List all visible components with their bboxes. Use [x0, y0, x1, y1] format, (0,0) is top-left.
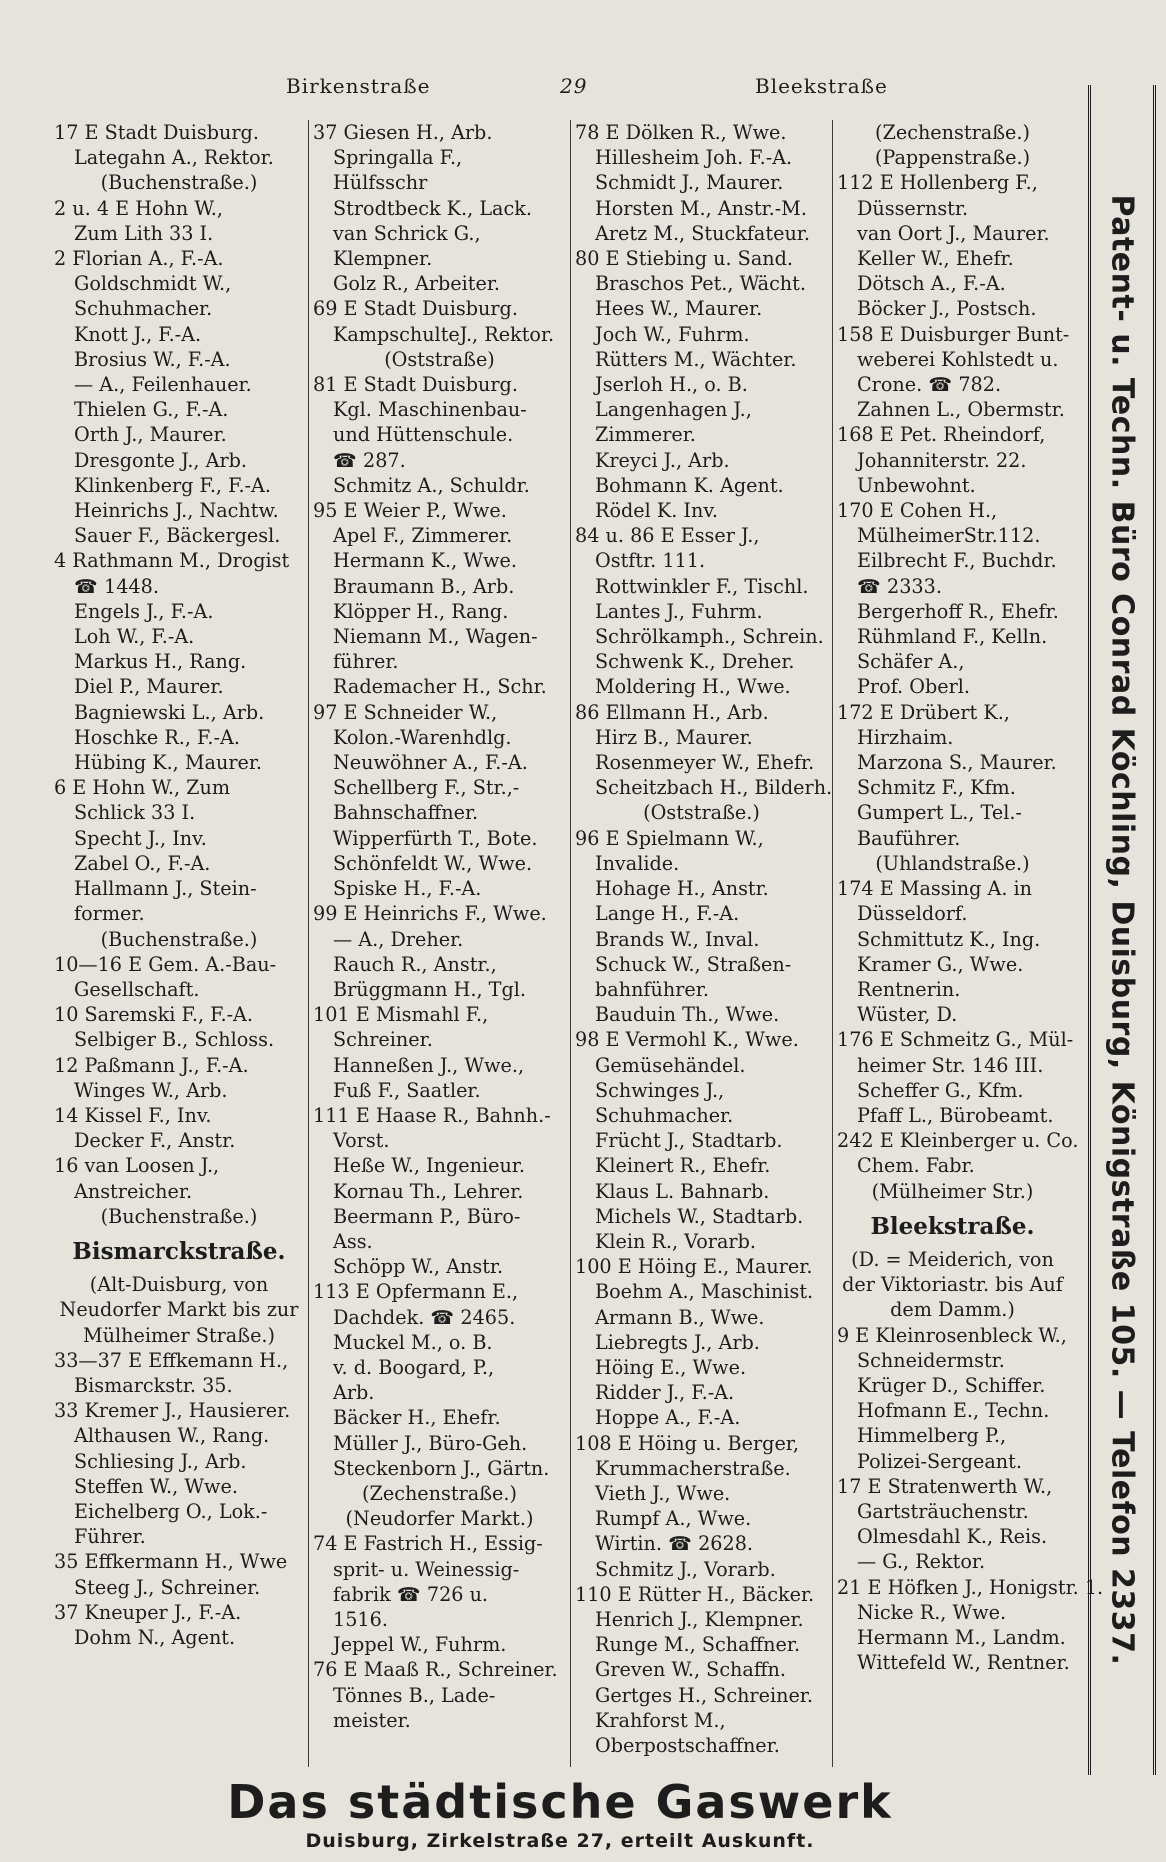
directory-entry: bahnführer. [595, 977, 709, 1001]
directory-entry: Engels J., F.-A. [74, 599, 214, 623]
directory-entry: Bergerhoff R., Ehefr. [857, 599, 1059, 623]
directory-entry: Krummacherstraße. [595, 1456, 791, 1480]
directory-entry: Hermann M., Landm. [857, 1625, 1066, 1649]
directory-entry: Goldschmidt W., [74, 272, 232, 296]
directory-entry: 21 E Höfken J., Honigstr. 1. [837, 1575, 1104, 1599]
directory-entry: Hübing K., Maurer. [74, 751, 263, 775]
cross-street-note: (Zechenstraße.) [362, 1481, 517, 1505]
directory-entry: 176 E Schmeitz G., Mül- [837, 1028, 1074, 1052]
directory-entry: Brosius W., F.-A. [74, 347, 231, 371]
directory-entry: Crone. ☎ 782. [857, 373, 1002, 397]
directory-entry: Schmittutz K., Ing. [857, 927, 1041, 951]
directory-entry: 108 E Höing u. Berger, [575, 1431, 799, 1455]
directory-entry: Eilbrecht F., Buchdr. [857, 549, 1057, 573]
directory-entry: Michels W., Stadtarb. [595, 1204, 804, 1228]
directory-entry: Krahforst M., [595, 1708, 726, 1732]
directory-entry: — G., Rektor. [857, 1550, 986, 1574]
column-3 [570, 120, 832, 1767]
directory-entry: Niemann M., Wagen- [333, 625, 538, 649]
directory-entry: Hermann K., Wwe. [333, 549, 517, 573]
directory-entry: 74 E Fastrich H., Essig- [313, 1532, 543, 1556]
directory-entry: Bagniewski L., Arb. [74, 700, 265, 724]
directory-entry: 111 E Haase R., Bahnh.- [313, 1103, 551, 1127]
cross-street-note: (Buchenstraße.) [100, 171, 258, 195]
directory-entry: Gartsträuchenstr. [857, 1499, 1029, 1523]
cross-street-note: (Neudorfer Markt.) [345, 1507, 534, 1531]
directory-entry: 33 Kremer J., Hausierer. [54, 1399, 291, 1423]
directory-entry: Schellberg F., Str.,- [333, 776, 520, 800]
directory-entry: Klöpper H., Rang. [333, 599, 509, 623]
directory-entry: Wipperfürth T., Bote. [333, 826, 538, 850]
directory-entry: Henrich J., Klempner. [595, 1607, 804, 1631]
directory-entry: Liebregts J., Arb. [595, 1330, 760, 1354]
directory-entry: Hofmann E., Techn. [857, 1399, 1050, 1423]
side-advertisement-text: Patent- u. Techn. Büro Conrad Köchling, Duisburg, Königstraße 105. — Telefon 2337. [1104, 194, 1140, 1666]
directory-entry: Steffen W., Wwe. [74, 1474, 238, 1498]
directory-entry: Diel P., Maurer. [74, 675, 224, 699]
directory-entry: Kleinert R., Ehefr. [595, 1154, 771, 1178]
directory-entry: Schwenk K., Dreher. [595, 650, 795, 674]
directory-entry: Vorst. [333, 1129, 390, 1153]
directory-entry: 96 E Spielmann W., [575, 826, 764, 850]
directory-entry: 69 E Stadt Duisburg. [313, 297, 518, 321]
directory-entry: Muckel M., o. B. [333, 1330, 493, 1354]
directory-entry: Anstreicher. [74, 1179, 193, 1203]
directory-entry: 33—37 E Effkemann H., [54, 1348, 289, 1372]
running-head [50, 74, 1070, 104]
cross-street-note: (Oststraße) [384, 347, 495, 371]
directory-entry: Klinkenberg F., F.-A. [74, 473, 271, 497]
directory-entry: Kreyci J., Arb. [595, 448, 730, 472]
directory-entry: Hanneßen J., Wwe., [333, 1053, 525, 1077]
directory-entry: 170 E Cohen H., [837, 499, 998, 523]
directory-entry: Gemüsehändel. [595, 1053, 746, 1077]
directory-entry: Bäcker H., Ehefr. [333, 1406, 501, 1430]
directory-entry: Düssernstr. [857, 196, 969, 220]
directory-entry: Klein R., Vorarb. [595, 1229, 756, 1253]
directory-entry: Greven W., Schaffn. [595, 1658, 786, 1682]
directory-entry: 1516. [333, 1607, 388, 1631]
directory-entry: Frücht J., Stadtarb. [595, 1129, 783, 1153]
directory-entry: 12 Paßmann J., F.-A. [54, 1053, 249, 1077]
cross-street-note: (Buchenstraße.) [100, 927, 258, 951]
directory-entry: und Hüttenschule. [333, 423, 514, 447]
directory-entry: 86 Ellmann H., Arb. [575, 700, 769, 724]
directory-entry: Ass. [333, 1229, 373, 1253]
directory-entry: Schreiner. [333, 1028, 433, 1052]
directory-entry: 174 E Massing A. in [837, 877, 1033, 901]
directory-entry: Jeppel W., Fuhrm. [333, 1633, 507, 1657]
directory-entry: Pfaff L., Bürobeamt. [857, 1103, 1054, 1127]
directory-entry: Müller J., Büro-Geh. [333, 1431, 528, 1455]
directory-entry: Vieth J., Wwe. [595, 1481, 731, 1505]
directory-entry: former. [74, 902, 145, 926]
directory-entry: 10—16 E Gem. A.-Bau- [54, 952, 277, 976]
side-advertisement [1088, 85, 1156, 1775]
directory-entry: Thielen G., F.-A. [74, 398, 229, 422]
column-1 [50, 120, 308, 1767]
directory-entry: 112 E Hollenberg F., [837, 171, 1038, 195]
directory-entry: 9 E Kleinrosenbleck W., [837, 1323, 1067, 1347]
directory-entry: Dresgonte J., Arb. [74, 448, 248, 472]
cross-street-note: (Uhlandstraße.) [875, 851, 1030, 875]
directory-entry: Schmitz J., Vorarb. [595, 1557, 776, 1581]
directory-entry: Zabel O., F.-A. [74, 851, 211, 875]
directory-entry: führer. [333, 650, 399, 674]
directory-entry: van Oort J., Maurer. [857, 221, 1050, 245]
cross-street-note: (Mülheimer Str.) [871, 1179, 1034, 1203]
directory-entry: Führer. [74, 1525, 146, 1549]
directory-entry: Eichelberg O., Lok.- [74, 1499, 268, 1523]
directory-entry: ☎ 287. [333, 448, 406, 472]
directory-entry: 10 Saremski F., F.-A. [54, 1003, 254, 1027]
directory-entry: Beermann P., Büro- [333, 1204, 521, 1228]
directory-entry: Hillesheim Joh. F.-A. [595, 146, 793, 170]
directory-entry: 14 Kissel F., Inv. [54, 1103, 212, 1127]
directory-entry: 113 E Opfermann E., [313, 1280, 519, 1304]
directory-entry: Krüger D., Schiffer. [857, 1373, 1046, 1397]
directory-entry: Rödel K. Inv. [595, 499, 719, 523]
directory-entry: Ridder J., F.-A. [595, 1381, 735, 1405]
directory-entry: Wirtin. ☎ 2628. [595, 1532, 754, 1556]
directory-entry: 84 u. 86 E Esser J., [575, 524, 760, 548]
directory-entry: Invalide. [595, 851, 680, 875]
directory-entry: 17 E Stadt Duisburg. [54, 121, 259, 144]
directory-entry: Ostftr. 111. [595, 549, 706, 573]
directory-entry: Armann B., Wwe. [595, 1305, 765, 1329]
directory-entry: Rühmland F., Kelln. [857, 625, 1048, 649]
column-2 [308, 120, 570, 1767]
directory-entry: Rosenmeyer W., Ehefr. [595, 751, 815, 775]
directory-entry: Decker F., Anstr. [74, 1129, 236, 1153]
directory-entry: Moldering H., Wwe. [595, 675, 791, 699]
directory-entry: Marzona S., Maurer. [857, 751, 1057, 775]
cross-street-note: (Alt-Duisburg, von Neudorfer Markt bis zur Mülheimer Straße.) [59, 1273, 299, 1347]
directory-entry: 35 Effkermann H., Wwe [54, 1550, 288, 1574]
directory-entry: 37 Kneuper J., F.-A. [54, 1600, 242, 1624]
directory-entry: Braschos Pet., Wächt. [595, 272, 806, 296]
directory-entry: Schöpp W., Anstr. [333, 1255, 504, 1279]
directory-entry: Jserloh H., o. B. [595, 373, 748, 397]
directory-entry: MülheimerStr.112. [857, 524, 1041, 548]
directory-entry: 97 E Schneider W., [313, 700, 498, 724]
directory-entry: 101 E Mismahl F., [313, 1003, 489, 1027]
directory-entry: Johanniterstr. 22. [857, 448, 1027, 472]
directory-entry: Dohm N., Agent. [74, 1625, 236, 1649]
directory-entry: Bohmann K. Agent. [595, 473, 784, 497]
directory-entry: 76 E Maaß R., Schreiner. [313, 1658, 558, 1682]
header-left-street: Birkenstraße [286, 74, 431, 98]
directory-entry: 78 E Dölken R., Wwe. [575, 121, 787, 144]
directory-entry: 168 E Pet. Rheindorf, [837, 423, 1046, 447]
directory-entry: 2 u. 4 E Hohn W., [54, 196, 223, 220]
directory-entry: Brands W., Inval. [595, 927, 760, 951]
directory-entry: Schuck W., Straßen- [595, 952, 792, 976]
directory-entry: Hees W., Maurer. [595, 297, 763, 321]
directory-entry: KampschulteJ., Rektor. [333, 322, 555, 346]
directory-entry: 6 E Hohn W., Zum [54, 776, 231, 800]
header-right-street: Bleekstraße [755, 74, 888, 98]
directory-entry: 242 E Kleinberger u. Co. [837, 1129, 1079, 1153]
directory-entry: Höing E., Wwe. [595, 1355, 747, 1379]
directory-columns [50, 120, 1104, 1767]
directory-entry: meister. [333, 1708, 411, 1732]
directory-entry: Rütters M., Wächter. [595, 347, 797, 371]
directory-entry: Bahnschaffner. [333, 801, 479, 825]
directory-entry: Himmelberg P., [857, 1424, 1007, 1448]
cross-street-note: (Pappenstraße.) [874, 146, 1031, 170]
directory-entry: Prof. Oberl. [857, 675, 971, 699]
directory-entry: Langenhagen J., [595, 398, 752, 422]
directory-entry: Gertges H., Schreiner. [595, 1683, 813, 1707]
directory-entry: Fuß F., Saatler. [333, 1078, 481, 1102]
directory-entry: Oberpostschaffner. [595, 1734, 780, 1757]
directory-entry: Polizei-Sergeant. [857, 1449, 1022, 1473]
directory-entry: Bismarckstr. 35. [74, 1373, 233, 1397]
directory-entry: Klaus L. Bahnarb. [595, 1179, 770, 1203]
directory-entry: Dachdek. ☎ 2465. [333, 1305, 516, 1329]
directory-entry: Zum Lith 33 I. [74, 221, 214, 245]
directory-entry: Horsten M., Anstr.-M. [595, 196, 807, 220]
directory-entry: Boehm A., Maschinist. [595, 1280, 814, 1304]
directory-entry: Wittefeld W., Rentner. [857, 1651, 1070, 1675]
directory-entry: Loh W., F.-A. [74, 625, 195, 649]
cross-street-note: (Oststraße.) [643, 801, 760, 825]
directory-entry: Heinrichs J., Nachtw. [74, 499, 279, 523]
directory-entry: Chem. Fabr. [857, 1154, 975, 1178]
directory-entry: 158 E Duisburger Bunt- [837, 322, 1070, 346]
directory-entry: Bauführer. [857, 826, 961, 850]
directory-entry: Orth J., Maurer. [74, 423, 227, 447]
directory-entry: Gumpert L., Tel.- [857, 801, 1022, 825]
footer-ad-subtitle: Duisburg, Zirkelstraße 27, erteilt Auskunft. [305, 1830, 815, 1852]
directory-entry: Kramer G., Wwe. [857, 952, 1024, 976]
directory-entry: 2 Florian A., F.-A. [54, 247, 224, 271]
directory-entry: Schrölkamph., Schrein. [595, 625, 824, 649]
directory-entry: v. d. Boogard, P., [333, 1355, 495, 1379]
column-4 [832, 120, 1104, 1767]
directory-entry: Tönnes B., Lade- [333, 1683, 496, 1707]
directory-entry: Unbewohnt. [857, 473, 976, 497]
directory-entry: Hallmann J., Stein- [74, 877, 257, 901]
directory-entry: Zimmerer. [595, 423, 696, 447]
directory-entry: Böcker J., Postsch. [857, 297, 1037, 321]
directory-entry: Scheitzbach H., Bilderh. [595, 776, 833, 800]
directory-entry: van Schrick G., [333, 221, 481, 245]
directory-entry: Hoppe A., F.-A. [595, 1406, 741, 1430]
directory-entry: Rauch R., Anstr., [333, 952, 497, 976]
directory-entry: heimer Str. 146 III. [857, 1053, 1044, 1077]
page-number: 29 [560, 74, 588, 98]
directory-entry: weberei Kohlstedt u. [857, 347, 1059, 371]
directory-entry: Spiske H., F.-A. [333, 877, 482, 901]
directory-entry: Winges W., Arb. [74, 1078, 228, 1102]
directory-entry: Hirz B., Maurer. [595, 725, 753, 749]
directory-entry: Arb. [333, 1381, 375, 1405]
directory-entry: 37 Giesen H., Arb. [313, 121, 493, 144]
footer-ad-title: Das städtische Gaswerk [227, 1775, 893, 1829]
directory-entry: Lantes J., Fuhrm. [595, 599, 763, 623]
directory-entry: 16 van Loosen J., [54, 1154, 220, 1178]
directory-entry: Schmidt J., Maurer. [595, 171, 784, 195]
directory-entry: Schuhmacher. [595, 1103, 734, 1127]
directory-entry: Neuwöhner A., F.-A. [333, 751, 528, 775]
directory-entry: ☎ 1448. [74, 574, 159, 598]
directory-entry: Schmitz A., Schuldr. [333, 473, 530, 497]
directory-entry: Aretz M., Stuckfateur. [595, 221, 810, 245]
directory-entry: Zahnen L., Obermstr. [857, 398, 1065, 422]
directory-entry: Markus H., Rang. [74, 650, 247, 674]
directory-entry: Specht J., Inv. [74, 826, 207, 850]
directory-entry: Schneidermstr. [857, 1348, 1005, 1372]
directory-entry: Olmesdahl K., Reis. [857, 1525, 1048, 1549]
directory-entry: ☎ 2333. [857, 574, 942, 598]
directory-entry: Schäfer A., [857, 650, 965, 674]
directory-entry: Gesellschaft. [74, 977, 200, 1001]
cross-street-note: (D. = Meiderich, von der Viktoriastr. bis Auf dem Damm.) [842, 1247, 1063, 1322]
directory-entry: Kolon.-Warenhdlg. [333, 725, 512, 749]
directory-entry: 80 E Stiebing u. Sand. [575, 247, 794, 271]
directory-entry: Rentnerin. [857, 977, 961, 1001]
directory-entry: sprit- u. Weinessig- [333, 1557, 520, 1581]
directory-entry: Hülfsschr [333, 171, 428, 195]
directory-entry: 4 Rathmann M., Drogist [54, 549, 290, 573]
directory-entry: Schmitz F., Kfm. [857, 776, 1016, 800]
cross-street-note: (Zechenstraße.) [875, 121, 1030, 144]
directory-entry: Apel F., Zimmerer. [333, 524, 513, 548]
directory-entry: — A., Dreher. [333, 927, 464, 951]
directory-entry: 95 E Weier P., Wwe. [313, 499, 507, 523]
directory-entry: Lategahn A., Rektor. [74, 146, 274, 170]
street-heading: Bismarckstraße. [72, 1237, 286, 1265]
directory-entry: Kgl. Maschinenbau- [333, 398, 527, 422]
directory-entry: 81 E Stadt Duisburg. [313, 373, 518, 397]
directory-entry: 100 E Höing E., Maurer. [575, 1255, 813, 1279]
directory-entry: Sauer F., Bäckergesl. [74, 524, 281, 548]
directory-entry: Wüster, D. [857, 1003, 958, 1027]
directory-entry: Springalla F., [333, 146, 463, 170]
directory-entry: Düsseldorf. [857, 902, 968, 926]
directory-entry: Rademacher H., Schr. [333, 675, 547, 699]
directory-entry: 99 E Heinrichs F., Wwe. [313, 902, 547, 926]
directory-entry: Hohage H., Anstr. [595, 877, 769, 901]
directory-entry: Hoschke R., F.-A. [74, 725, 240, 749]
directory-entry: Braumann B., Arb. [333, 574, 515, 598]
directory-entry: Knott J., F.-A. [74, 322, 202, 346]
directory-entry: Scheffer G., Kfm. [857, 1078, 1024, 1102]
directory-entry: Selbiger B., Schloss. [74, 1028, 275, 1052]
directory-entry: Schwinges J., [595, 1078, 725, 1102]
directory-entry: 172 E Drübert K., [837, 700, 1010, 724]
directory-entry: Bauduin Th., Wwe. [595, 1003, 780, 1027]
directory-entry: Golz R., Arbeiter. [333, 272, 500, 296]
directory-entry: Brüggmann H., Tgl. [333, 977, 526, 1001]
directory-entry: fabrik ☎ 726 u. [333, 1582, 489, 1606]
directory-entry: Heße W., Ingenieur. [333, 1154, 525, 1178]
directory-entry: 110 E Rütter H., Bäcker. [575, 1582, 815, 1606]
cross-street-note: (Buchenstraße.) [100, 1204, 258, 1228]
directory-entry: 17 E Stratenwerth W., [837, 1474, 1053, 1498]
directory-entry: Lange H., F.-A. [595, 902, 740, 926]
directory-entry: Rumpf A., Wwe. [595, 1507, 752, 1531]
directory-entry: Klempner. [333, 247, 433, 271]
directory-entry: Runge M., Schaffner. [595, 1633, 801, 1657]
directory-entry: Althausen W., Rang. [74, 1424, 270, 1448]
directory-entry: Joch W., Fuhrm. [595, 322, 750, 346]
directory-entry: Schlick 33 I. [74, 801, 196, 825]
directory-entry: Steeg J., Schreiner. [74, 1575, 261, 1599]
directory-entry: 98 E Vermohl K., Wwe. [575, 1028, 799, 1052]
footer-advertisement [50, 1775, 1070, 1855]
directory-entry: Strodtbeck K., Lack. [333, 196, 532, 220]
directory-entry: Kornau Th., Lehrer. [333, 1179, 524, 1203]
directory-entry: Nicke R., Wwe. [857, 1600, 1007, 1624]
directory-entry: Rottwinkler F., Tischl. [595, 574, 809, 598]
directory-entry: Steckenborn J., Gärtn. [333, 1456, 550, 1480]
directory-entry: — A., Feilenhauer. [74, 373, 252, 397]
street-heading: Bleekstraße. [870, 1212, 1035, 1240]
directory-entry: Dötsch A., F.-A. [857, 272, 1006, 296]
directory-entry: Schuhmacher. [74, 297, 213, 321]
directory-entry: Schönfeldt W., Wwe. [333, 851, 533, 875]
directory-entry: Hirzhaim. [857, 725, 954, 749]
directory-entry: Schliesing J., Arb. [74, 1449, 247, 1473]
directory-entry: Keller W., Ehefr. [857, 247, 1014, 271]
